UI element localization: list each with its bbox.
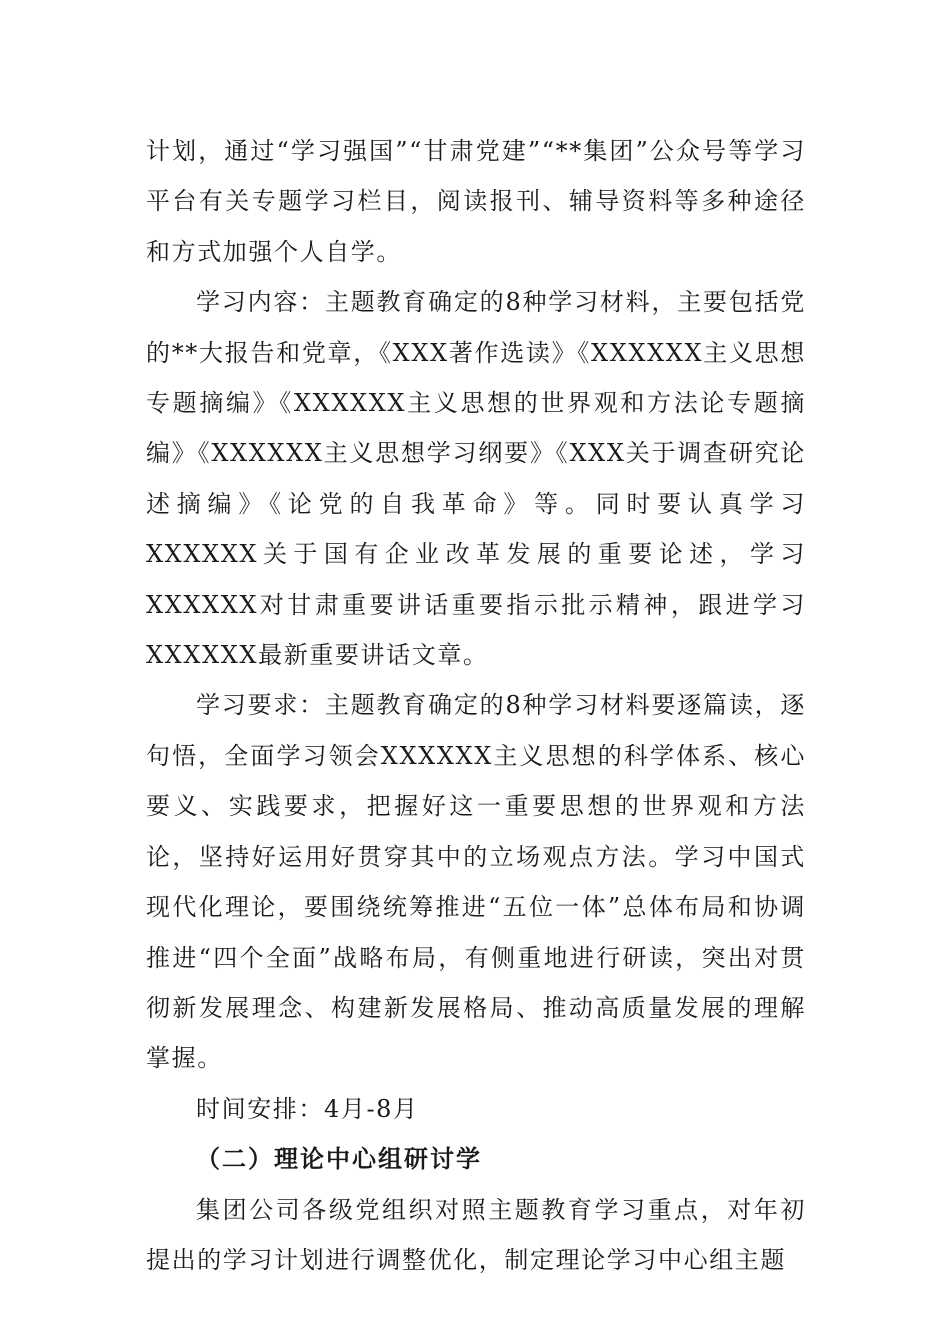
paragraph-group-study: 集团公司各级党组织对照主题教育学习重点，对年初提出的学习计划进行调整优化，制定理论学习中心组主题 [146, 1195, 806, 1274]
paragraph-study-content: 学习内容：主题教育确定的8种学习材料，主要包括党的**大报告和党章，《XXX著作选读》《XXXXXX主义思想专题摘编》《XXXXXX主义思想的世界观和方法论专题摘编》《XXXXXX主义思想学习纲要》《XXX关于调查研究论述摘编》《论党的自我革命》等。同时要认真学习XXXXXX关于国有企业改革发展的重要论述，学习XXXXXX对甘肃重要讲话重要指示批示精神，跟进学习XXXXXX最新重要讲话文章。 [146, 288, 806, 670]
document-body [146, 126, 806, 1285]
paragraph-study-requirements: 学习要求：主题教育确定的8种学习材料要逐篇读，逐句悟，全面学习领会XXXXXX主义思想的科学体系、核心要义、实践要求，把握好这一重要思想的世界观和方法论，坚持好运用好贯穿其中的立场观点方法。学习中国式现代化理论，要围绕统筹推进“五位一体”总体布局和协调推进“四个全面”战略布局，有侧重地进行研读，突出对贯彻新发展理念、构建新发展格局、推动高质量发展的理解掌握。 [146, 691, 806, 1073]
paragraph-self-study-continuation: 计划，通过“学习强国”“甘肃党建”“**集团”公众号等学习平台有关专题学习栏目，阅读报刊、辅导资料等多种途径和方式加强个人自学。 [146, 137, 806, 266]
paragraph-schedule: 时间安排：4月-8月 [196, 1094, 419, 1123]
section-heading: （二）理论中心组研讨学 [196, 1145, 482, 1174]
